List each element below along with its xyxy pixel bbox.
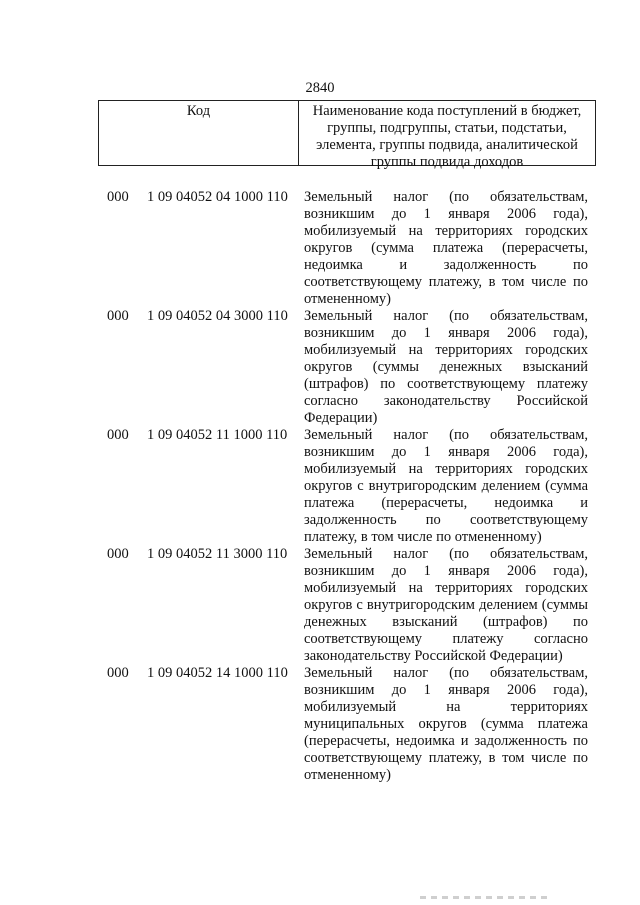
header-name-column: Наименование кода поступлений в бюджет, группы, подгруппы, статьи, подстатьи, элемента, группы подвида, аналитической группы подвида доходов (312, 103, 582, 170)
row-description: Земельный налог (по обязательствам, возникшим до 1 января 2006 года), мобилизуемый на территориях городских округов (суммы денежных взысканий (штрафов) по соответствующему платежу согласно законодательству Российской Федерации) (304, 308, 588, 426)
row-admin-code: 000 (107, 546, 129, 562)
header-code-column: Код (99, 101, 299, 165)
table-row (0, 308, 640, 427)
page-number: 2840 (305, 80, 335, 96)
row-income-code: 1 09 04052 04 1000 110 (147, 189, 288, 205)
scan-artifact (420, 896, 550, 899)
row-description: Земельный налог (по обязательствам, возникшим до 1 января 2006 года), мобилизуемый на территориях городских округов (сумма платежа (перерасчеты, недоимка и задолженность по соответствующему платежу, в том числе по отмененному) (304, 189, 588, 307)
row-description: Земельный налог (по обязательствам, возникшим до 1 января 2006 года), мобилизуемый на территориях муниципальных округов (сумма платежа (перерасчеты, недоимка и задолженность по соответствующему платежу, в том числе по отмененному) (304, 665, 588, 783)
row-description: Земельный налог (по обязательствам, возникшим до 1 января 2006 года), мобилизуемый на территориях городских округов с внутригородским делением (суммы денежных взысканий (штрафов) по соответствующему платежу согласно законодательству Российской Федерации) (304, 546, 588, 664)
table-row (0, 427, 640, 546)
row-admin-code: 000 (107, 665, 129, 681)
row-description: Земельный налог (по обязательствам, возникшим до 1 января 2006 года), мобилизуемый на территориях городских округов с внутригородским делением (сумма платежа (перерасчеты, недоимка и задолженность по соответствующему платежу, в том числе по отмененному) (304, 427, 588, 545)
row-income-code: 1 09 04052 11 3000 110 (147, 546, 288, 562)
table-row (0, 546, 640, 665)
row-admin-code: 000 (107, 308, 129, 324)
table-row (0, 665, 640, 784)
row-income-code: 1 09 04052 04 3000 110 (147, 308, 288, 324)
table-header (98, 100, 596, 170)
table-row (0, 189, 640, 308)
row-income-code: 1 09 04052 11 1000 110 (147, 427, 288, 443)
income-code-list (0, 189, 640, 784)
row-income-code: 1 09 04052 14 1000 110 (147, 665, 288, 681)
row-admin-code: 000 (107, 189, 129, 205)
row-admin-code: 000 (107, 427, 129, 443)
